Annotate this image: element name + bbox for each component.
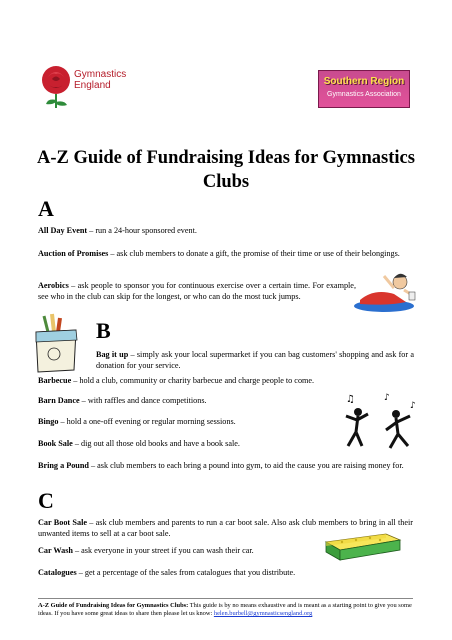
entry-book-sale: Book Sale – dig out all those old books and have a book sale. — [38, 439, 240, 448]
section-heading-b: B — [96, 318, 111, 343]
entry-car-wash: Car Wash – ask everyone in your street if you can wash their car. — [38, 546, 254, 555]
music-note-icon: ♪ — [410, 401, 416, 411]
southern-region-title: Southern Region — [323, 76, 405, 87]
entry-term: Bag it up — [96, 350, 129, 359]
footer-text: This guide is by no means exhaustive and is meant as a starting point to give you some ideas. If you have some great ideas to share then please let us know: — [38, 602, 412, 617]
page-footer — [38, 602, 418, 618]
entry-bring-a-pound: Bring a Pound – ask club members to each bring a pound into gym, to aid the cause you are raising money for. — [38, 461, 404, 470]
gymnastics-england-wordmark: Gymnastics England — [74, 69, 127, 91]
shopping-bag-clipart — [30, 312, 82, 374]
entry-term: Barn Dance — [38, 396, 80, 405]
music-note-icon: ♪ — [384, 393, 390, 403]
entry-all-day-event: All Day Event – run a 24-hour sponsored event. — [38, 226, 197, 235]
footer-title: A-Z Guide of Fundraising Ideas for Gymnastics Clubs: — [38, 602, 189, 609]
entry-term: Aerobics — [38, 281, 69, 290]
entry-term: Catalogues — [38, 568, 77, 577]
footer-email-link[interactable]: helen.burbell@gymnasticsengland.org — [213, 610, 313, 617]
entry-bingo: Bingo – hold a one-off evening or regular morning sessions. — [38, 417, 236, 426]
entry-term: Auction of Promises — [38, 249, 109, 258]
entry-barbecue: Barbecue – hold a club, community or charity barbecue and charge people to come. — [38, 376, 315, 385]
southern-region-logo — [318, 70, 410, 108]
entry-term: Bring a Pound — [38, 461, 89, 470]
entry-term: Car Wash — [38, 546, 73, 555]
entry-term: Barbecue — [38, 376, 72, 385]
section-heading-c: C — [38, 488, 54, 513]
entry-bag-it-up: Bag it up – simply ask your local supermarket if you can bag customers' shopping and ask for a donation for your service. — [96, 350, 415, 370]
entry-term: Car Boot Sale — [38, 518, 87, 527]
footer-divider — [38, 598, 413, 599]
entry-term: Book Sale — [38, 439, 73, 448]
entry-barn-dance: Barn Dance – with raffles and dance competitions. — [38, 396, 207, 405]
sponge-clipart — [322, 520, 404, 564]
entry-term: Bingo — [38, 417, 59, 426]
page-title: A-Z Guide of Fundraising Ideas for Gymnastics Clubs — [37, 148, 415, 192]
rose-icon — [38, 60, 74, 110]
dancing-figures-clipart — [340, 390, 420, 454]
entry-auction-of-promises: Auction of Promises – ask club members to donate a gift, the promise of their time or use of their belongings. — [38, 249, 400, 258]
entry-term: All Day Event — [38, 226, 88, 235]
entry-car-boot-sale: Car Boot Sale – ask club members and parents to run a car boot sale. Also ask club members to bring in all their unwanted items to sell at a car boot sale. — [38, 518, 413, 538]
gymnastics-england-logo — [38, 60, 158, 110]
entry-catalogues: Catalogues – get a percentage of the sales from catalogues that you distribute. — [38, 568, 296, 577]
relaxing-person-clipart — [354, 266, 420, 314]
music-note-icon: ♫ — [346, 394, 355, 405]
southern-region-subtitle: Gymnastics Association — [327, 91, 401, 98]
section-heading-a: A — [38, 196, 54, 221]
entry-aerobics: Aerobics – ask people to sponsor you for continuous exercise over a certain time. For example, see who in the club can skip for the longest, or who can do the most tuck jumps. — [38, 281, 356, 301]
